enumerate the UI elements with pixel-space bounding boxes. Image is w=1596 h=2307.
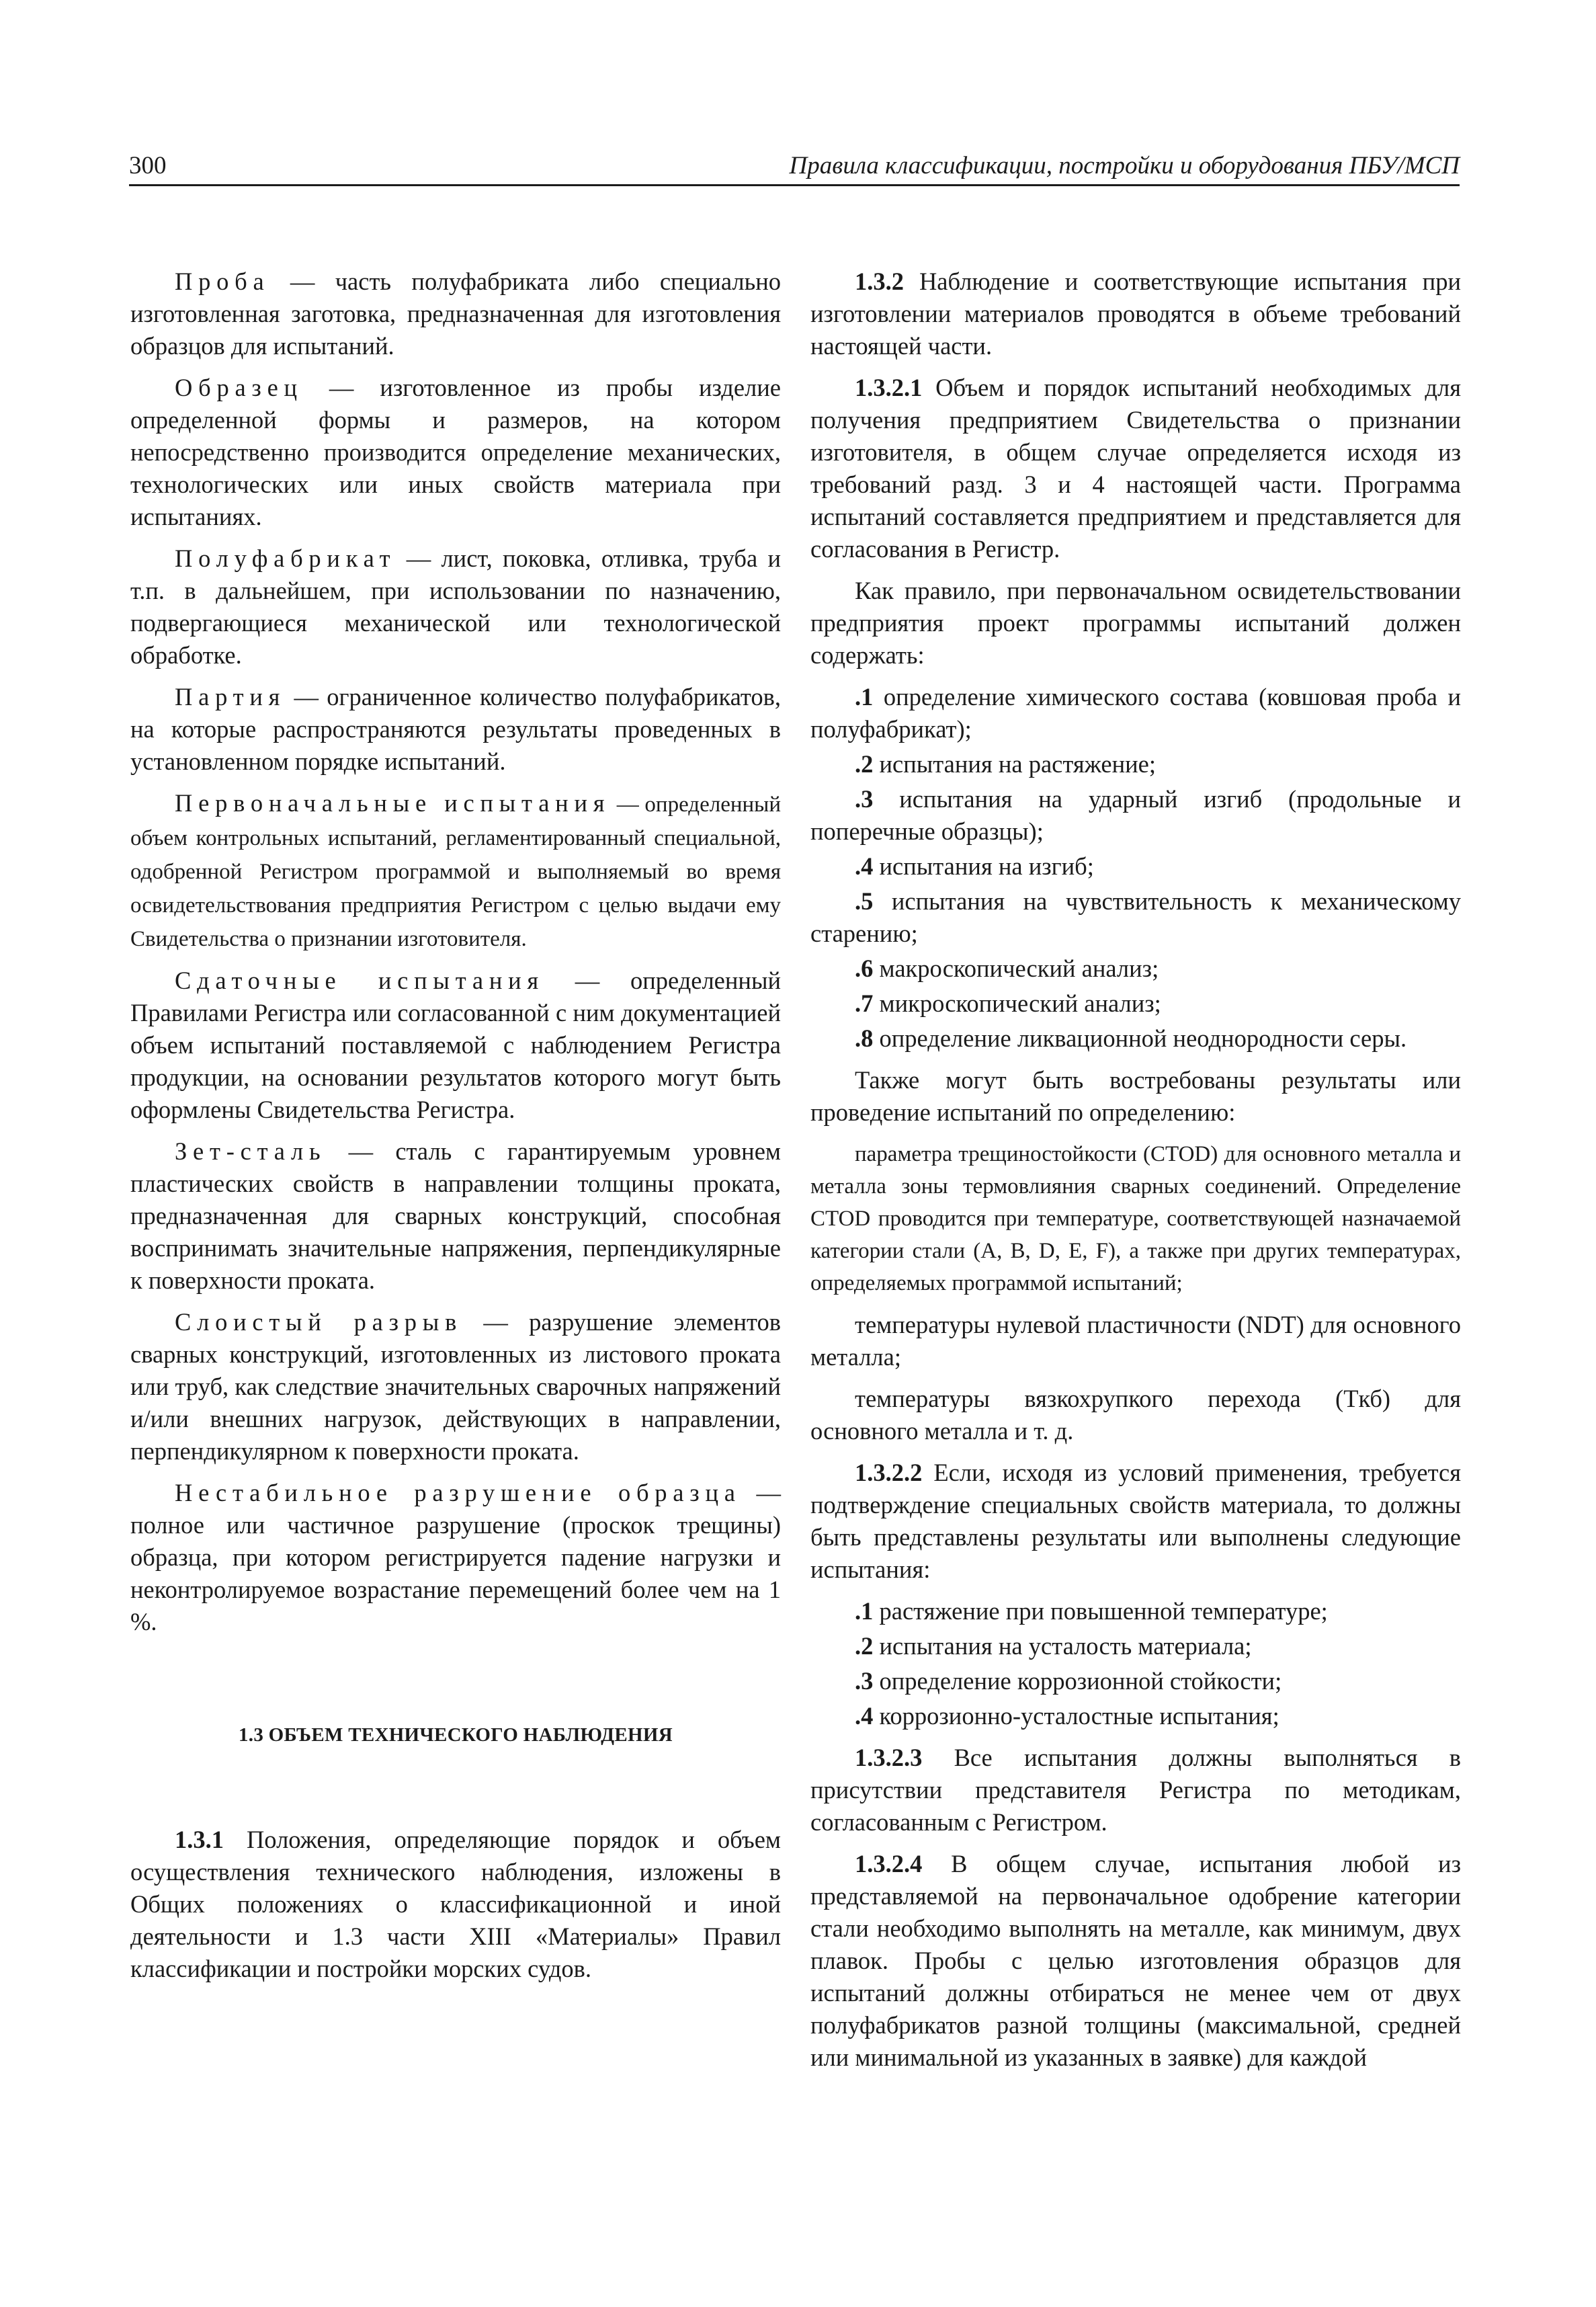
paragraph-text: Наблюдение и соответствующие испытания при изготовлении материалов проводятся в объеме требований настоящей части.	[810, 268, 1462, 360]
paragraph-1-3-1	[130, 1824, 781, 1985]
paragraph-number: 1.3.2	[855, 268, 904, 295]
paragraph-1-3-2-4	[810, 1848, 1461, 2074]
definition-text: — лист, поковка, отливка, труба и т.п. в дальнейшем, при использовании по назначению, подвергающиеся механической или технологической обработке.	[130, 544, 781, 669]
list-item-text: определение ликвационной неоднородности серы.	[879, 1024, 1407, 1052]
definition-term: Полуфабрикат	[175, 544, 396, 572]
list-item	[810, 1700, 1461, 1732]
list-item-text: определение химического состава (ковшовая проба и полуфабрикат);	[810, 683, 1462, 743]
definition-text: — изготовленное из пробы изделие определенной формы и размеров, на котором непосредственно производится определение механических, технологических или иных свойств материала при испытаниях.	[130, 374, 781, 530]
list-item	[810, 1022, 1461, 1055]
paragraph-number: 1.3.2.1	[855, 374, 923, 401]
list-item-text: макроскопический анализ;	[879, 955, 1159, 982]
definition-proba	[130, 266, 781, 362]
definition-text: — сталь с гарантируемым уровнем пластических свойств в направлении толщины проката, предназначенная для сварных конструкций, способная воспринимать значительные напряжения, перпендикулярные к поверхности проката.	[130, 1137, 782, 1294]
definition-text: — разрушение элементов сварных конструкций, изготовленных из листового проката или труб, как следствие значительных сварочных напряжений и/или внешних нагрузок, действующих в направлении, перпендикулярном к поверхности проката.	[130, 1308, 781, 1465]
definition-text: — ограниченное количество полуфабрикатов, на которые распространяются результаты проведенных в установленном порядке испытаний.	[130, 683, 781, 775]
list-item-text: коррозионно-усталостные испытания;	[879, 1702, 1279, 1730]
section-heading: 1.3 ОБЪЕМ ТЕХНИЧЕСКОГО НАБЛЮДЕНИЯ	[239, 1724, 673, 1746]
paragraph-text: Объем и порядок испытаний необходимых для получения предприятием Свидетельства о признании изготовителя, в общем случае определяется исходя из требований разд. 3 и 4 настоящей части. Программа испытаний составляется предприятием и представляется для согласования в Регистр.	[810, 374, 1461, 563]
list-item-number: .4	[855, 1702, 874, 1730]
also-intro: Также могут быть востребованы результаты или проведение испытаний по определению:	[810, 1066, 1461, 1126]
list-item	[810, 1630, 1461, 1662]
page-number: 300	[129, 152, 167, 179]
list-item-number: .1	[855, 683, 874, 711]
also-item-tkb: температуры вязкохрупкого перехода (Tкб) для основного металла и т. д.	[810, 1385, 1461, 1445]
list-item-number: .4	[855, 852, 874, 880]
paragraph-number: 1.3.2.2	[855, 1459, 923, 1486]
list-item	[810, 987, 1461, 1020]
list-item-text: испытания на растяжение;	[879, 750, 1156, 778]
paragraph-number: 1.3.1	[175, 1826, 224, 1853]
definition-nestabilnoe	[130, 1477, 781, 1638]
list-item	[810, 783, 1461, 848]
definition-polufabrikat	[130, 542, 781, 672]
paragraph-text: Положения, определяющие порядок и объем осуществления технического наблюдения, изложены в Общих положениях о классификационной и иной деятельности и 1.3 части XIII «Материалы» Правил классификации и постройки морских судов.	[130, 1826, 781, 1982]
list-item-text: растяжение при повышенной температуре;	[879, 1597, 1328, 1625]
list-item	[810, 953, 1461, 985]
paragraph-number: 1.3.2.4	[855, 1850, 923, 1877]
list-item	[810, 1595, 1461, 1627]
list-item	[810, 681, 1461, 745]
list-item-text: испытания на чувствительность к механическому старению;	[810, 887, 1461, 947]
definition-text: — определенный Правилами Регистра или согласованной с ним документацией объем испытаний поставляемой с наблюдением Регистра продукции, на основании результатов которого могут быть оформлены Свидетельства Регистра.	[130, 967, 782, 1123]
left-column	[130, 266, 781, 1994]
definition-term: Нестабильное разрушение образца	[175, 1479, 741, 1506]
paragraph-number: 1.3.2.3	[855, 1744, 923, 1771]
list-item-text: определение коррозионной стойкости;	[879, 1667, 1282, 1695]
definition-text: — полное или частичное разрушение (проскок трещины) образца, при котором регистрируется падение нагрузки и неконтролируемое возрастание перемещений более чем на 1 %.	[130, 1479, 781, 1635]
list-item-number: .7	[855, 989, 874, 1017]
definition-text: — часть полуфабриката либо специально изготовленная заготовка, предназначенная для изготовления образцов для испытаний.	[130, 268, 781, 360]
list-item-text: испытания на ударный изгиб (продольные и поперечные образцы);	[810, 785, 1461, 845]
also-item-ndt: температуры нулевой пластичности (NDT) для основного металла;	[810, 1311, 1461, 1371]
also-item-ctod: параметра трещиностойкости (CTOD) для основного металла и металла зоны термовлияния сварных соединений. Определение CTOD проводится при температуре, соответствующей назначаемой категории стали (A, B, D, E, F), а также при других температурах, определяемых программой испытаний;	[810, 1142, 1461, 1295]
running-title: Правила классификации, постройки и оборудования ПБУ/МСП	[789, 152, 1460, 179]
definition-term: Слоистый разрыв	[175, 1308, 463, 1336]
paragraph-1-3-2-1	[810, 372, 1461, 565]
definition-text: — определенный объем контрольных испытаний, регламентированный специальной, одобренной Регистром программой и выполняемый во время освидетельствования предприятия Регистром с целью выдачи ему Свидетельства о признании изготовителя.	[130, 793, 781, 951]
page-header	[129, 149, 1460, 186]
list-item-number: .3	[855, 785, 874, 813]
list-item	[810, 850, 1461, 883]
list-item-number: .8	[855, 1024, 874, 1052]
definition-term: Проба	[175, 268, 270, 295]
list-item	[810, 885, 1461, 950]
definition-term: Партия	[175, 683, 286, 711]
program-intro: Как правило, при первоначальном освидетельствовании предприятия проект программы испытаний должен содержать:	[810, 577, 1461, 669]
list-item-number: .1	[855, 1597, 874, 1625]
definition-term: Сдаточные испытания	[175, 967, 544, 994]
list-item-number: .6	[855, 955, 874, 982]
paragraph-1-3-2	[810, 266, 1461, 362]
definition-sdatochnye	[130, 965, 781, 1126]
right-column	[810, 266, 1461, 2083]
definition-sloisty-razryv	[130, 1306, 781, 1467]
definition-term: Зет-сталь	[175, 1137, 327, 1165]
list-item-number: .3	[855, 1667, 874, 1695]
definition-term: Образец	[175, 374, 303, 401]
definition-obrazets	[130, 372, 781, 533]
paragraph-text: Если, исходя из условий применения, требуется подтверждение специальных свойств материала, то должны быть представлены результаты или выполнены следующие испытания:	[810, 1459, 1461, 1583]
list-item	[810, 1665, 1461, 1697]
definition-term: Первоначальные испытания	[175, 789, 611, 817]
list-item-text: испытания на усталость материала;	[879, 1632, 1252, 1660]
paragraph-text: В общем случае, испытания любой из представляемой на первоначальное одобрение категории стали необходимо выполнять на металле, как минимум, двух плавок. Пробы с целью изготовления образцов для испытаний должны отбираться не менее чем от двух полуфабрикатов разной толщины (максимальной, средней или минимальной из указанных в заявке) для каждой	[810, 1850, 1461, 2071]
paragraph-1-3-2-2	[810, 1457, 1461, 1586]
list-item-number: .2	[855, 750, 874, 778]
list-item-text: испытания на изгиб;	[879, 852, 1094, 880]
definition-pervonachalnye	[130, 787, 781, 955]
definition-partiya	[130, 681, 781, 778]
list-item-number: .5	[855, 887, 874, 915]
paragraph-text: Все испытания должны выполняться в присутствии представителя Регистра по методикам, согласованным с Регистром.	[810, 1744, 1461, 1836]
list-item	[810, 748, 1461, 780]
list-item-number: .2	[855, 1632, 874, 1660]
list-item-text: микроскопический анализ;	[879, 989, 1161, 1017]
paragraph-1-3-2-3	[810, 1742, 1461, 1838]
definition-zet-stal	[130, 1135, 781, 1297]
